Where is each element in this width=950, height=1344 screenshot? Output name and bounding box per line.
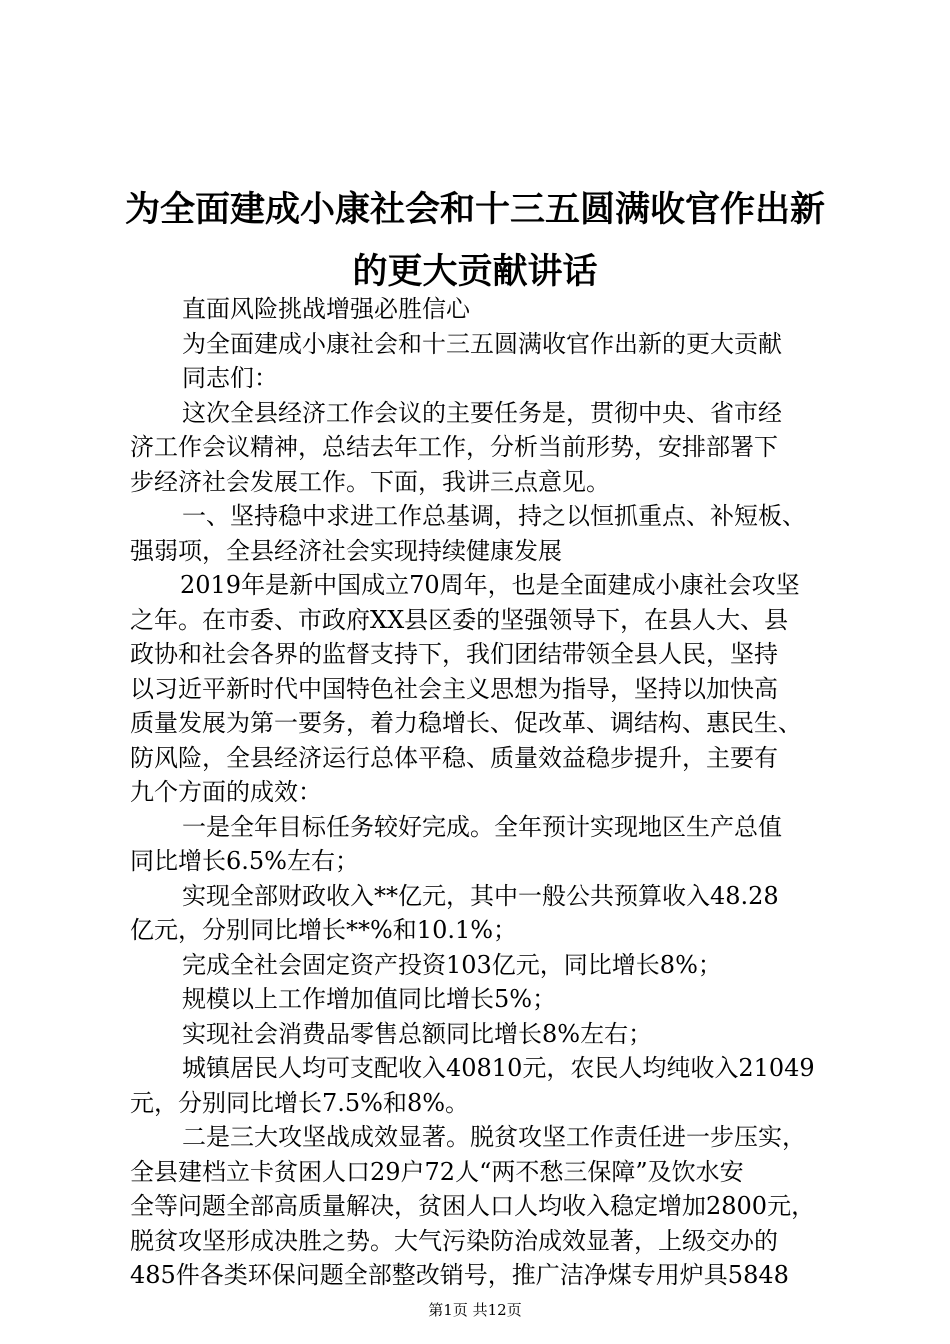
body-line: 完成全社会固定资产投资103亿元，同比增长8%； (182, 950, 722, 979)
document-title-line-1: 为全面建成小康社会和十三五圆满收官作出新 (124, 190, 825, 230)
body-line: 规模以上工作增加值同比增长5%； (182, 985, 557, 1013)
body-line: 之年。在市委、市政府XX县区委的坚强领导下，在县人大、县 (130, 605, 789, 634)
body-line: 政协和社会各界的监督支持下，我们团结带领全县人民，坚持 (130, 640, 778, 668)
body-line: 一是全年目标任务较好完成。全年预计实现地区生产总值 (182, 812, 782, 841)
body-line: 同志们： (182, 364, 278, 392)
document-title-line-2: 的更大贡献讲话 (352, 252, 598, 292)
body-line: 实现全部财政收入**亿元，其中一般公共预算收入48.28 (182, 881, 779, 910)
body-line: 质量发展为第一要务，着力稳增长、促改革、调结构、惠民生、 (130, 709, 802, 737)
body-line: 为全面建成小康社会和十三五圆满收官作出新的更大贡献 (182, 329, 782, 358)
body-line: 城镇居民人均可支配收入40810元，农民人均纯收入21049 (182, 1054, 815, 1082)
body-line: 2019年是新中国成立70周年，也是全面建成小康社会攻坚 (180, 571, 800, 599)
body-line: 全县建档立卡贫困人口29户72人“两不愁三保障”及饮水安 (130, 1157, 744, 1186)
body-line: 元，分别同比增长7.5%和8%。 (130, 1088, 470, 1117)
document-body (130, 292, 850, 1293)
body-line: 济工作会议精神，总结去年工作，分析当前形势，安排部署下 (130, 433, 778, 461)
body-line: 步经济社会发展工作。下面，我讲三点意见。 (130, 467, 610, 496)
body-line: 全等问题全部高质量解决，贫困人口人均收入稳定增加2800元， (130, 1192, 816, 1220)
body-line: 防风险，全县经济运行总体平稳、质量效益稳步提升，主要有 (130, 743, 778, 772)
body-line: 实现社会消费品零售总额同比增长8%左右； (182, 1019, 653, 1048)
body-line: 直面风险挑战增强必胜信心 (182, 295, 470, 323)
body-line: 同比增长6.5%左右； (130, 847, 359, 875)
body-line: 以习近平新时代中国特色社会主义思想为指导，坚持以加快高 (130, 674, 778, 703)
body-line: 二是三大攻坚战成效显著。脱贫攻坚工作责任进一步压实， (182, 1123, 806, 1151)
body-line: 亿元，分别同比增长**%和10.1%； (130, 916, 518, 944)
body-line: 九个方面的成效： (130, 778, 322, 806)
body-line: 强弱项，全县经济社会实现持续健康发展 (130, 536, 562, 565)
body-line: 这次全县经济工作会议的主要任务是，贯彻中央、省市经 (182, 398, 782, 427)
page-number-footer: 第1页 共12页 (428, 1301, 522, 1319)
body-line: 脱贫攻坚形成决胜之势。大气污染防治成效显著，上级交办的 (130, 1226, 778, 1255)
body-line: 一、坚持稳中求进工作总基调，持之以恒抓重点、补短板、 (182, 502, 806, 530)
body-line: 485件各类环保问题全部整改销号，推广洁净煤专用炉具5848 (130, 1261, 789, 1289)
